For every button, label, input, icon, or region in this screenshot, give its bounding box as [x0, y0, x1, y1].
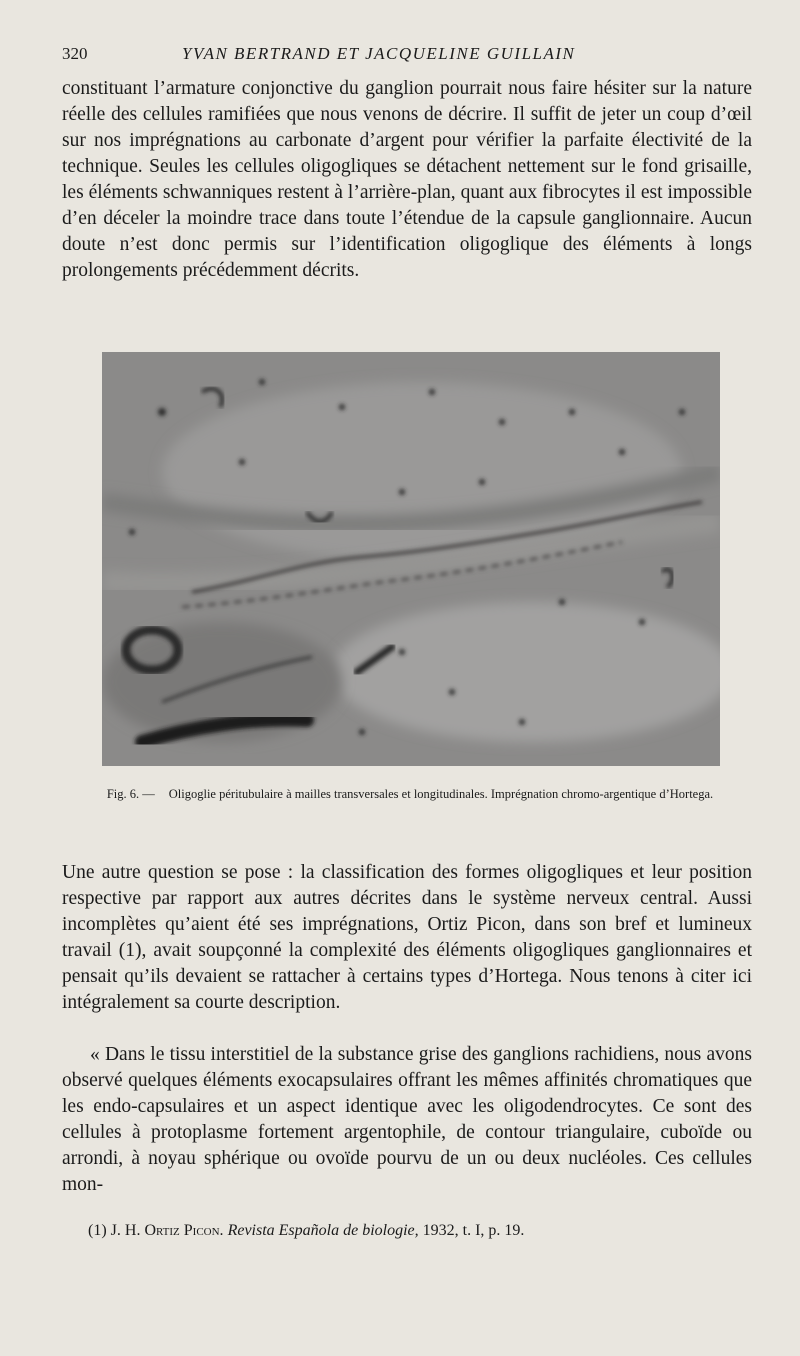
- footnote-journal: Revista Española de biologie,: [227, 1222, 419, 1239]
- micrograph-image: [102, 352, 720, 766]
- footnote-details: 1932, t. I, p. 19.: [422, 1222, 525, 1239]
- footnote-marker: (1) J. H.: [88, 1222, 141, 1239]
- page-number: 320: [62, 44, 88, 63]
- figure-label: Fig. 6. —: [106, 787, 155, 801]
- page-header: [62, 44, 732, 70]
- micrograph-figure: [102, 352, 720, 766]
- figure-caption-text: Oligoglie péritubulaire à mailles transversales et longitudinales. Imprégnation chromo-argentique d’Hortega.: [168, 787, 714, 801]
- footnote: [88, 1222, 524, 1240]
- paragraph-2: Une autre question se pose : la classification des formes oligogliques et leur position respective par rapport aux autres décrites dans le système nerveux central. Aussi incomplètes qu’aient été ses imprégnations, Ortiz Picon, dans son bref et lumineux travail (1), avait soupçonné la complexité des éléments oligogliques ganglionnaires et pensait qu’ils devaient se rattacher à certains types d’Hortega. Nous tenons à citer ici intégralement sa courte description.: [62, 862, 752, 1013]
- running-head: YVAN BERTRAND ET JACQUELINE GUILLAIN: [182, 44, 576, 63]
- figure-caption: [70, 786, 750, 802]
- paragraph-1: constituant l’armature conjonctive du ganglion pourrait nous faire hésiter sur la nature réelle des cellules ramifiées que nous venons de décrire. Il suffit de jeter un coup d’œil sur nos imprégnations au carbonate d’argent pour vérifier la parfaite électivité de la technique. Seules les cellules oligogliques se détachent nettement sur le fond grisaille, les éléments schwanniques restent à l’arrière-plan, quant aux fibrocytes il est impossible d’en déceler la moindre trace dans toute l’étendue de la capsule ganglionnaire. Aucun doute n’est donc permis sur l’identification oligoglique des éléments à longs prolongements précédemment décrits.: [62, 78, 752, 281]
- paragraph-3: « Dans le tissu interstitiel de la substance grise des ganglions rachidiens, nous avons observé quelques éléments exocapsulaires offrant les mêmes affinités chromatiques que les endo-capsulaires et un aspect identique avec les oligodendrocytes. Ce sont des cellules à protoplasme fortement argentophile, de contour triangulaire, cuboïde ou arrondi, à noyau sphérique ou ovoïde pourvu de un ou deux nucléoles. Ces cellules mon-: [62, 1044, 752, 1195]
- footnote-author: Ortiz Picon.: [144, 1222, 224, 1239]
